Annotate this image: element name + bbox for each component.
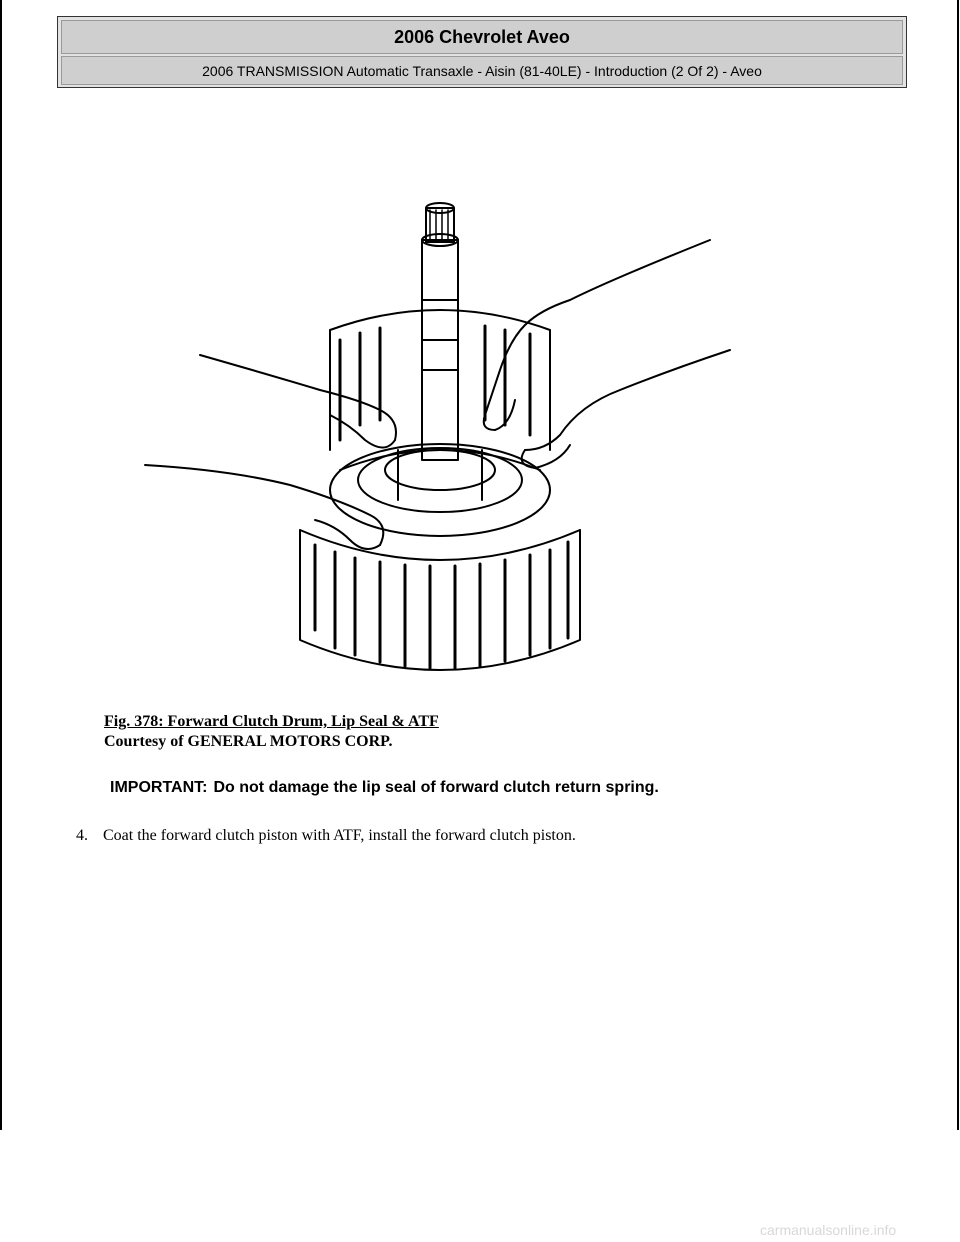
step-text: Coat the forward clutch piston with ATF, install the forward clutch piston. (103, 827, 576, 844)
document-header (57, 16, 907, 88)
step-number: 4. (76, 827, 88, 844)
document-title: 2006 Chevrolet Aveo (61, 20, 903, 54)
figure-caption-credit: Courtesy of GENERAL MOTORS CORP. (104, 733, 393, 750)
figure-caption-title: Fig. 378: Forward Clutch Drum, Lip Seal & ATF (104, 713, 439, 730)
page-border-left (0, 0, 2, 1130)
document-subtitle: 2006 TRANSMISSION Automatic Transaxle - Aisin (81-40LE) - Introduction (2 Of 2) - Aveo (61, 56, 903, 85)
watermark: carmanualsonline.info (760, 1222, 897, 1238)
important-text: Do not damage the lip seal of forward clutch return spring. (213, 779, 659, 796)
important-label: IMPORTANT: (110, 779, 208, 796)
figure-caption (104, 712, 439, 752)
procedure-step (76, 827, 576, 845)
important-notice (110, 779, 659, 797)
page-border-right (957, 0, 959, 1130)
forward-clutch-drum-illustration (140, 200, 740, 680)
